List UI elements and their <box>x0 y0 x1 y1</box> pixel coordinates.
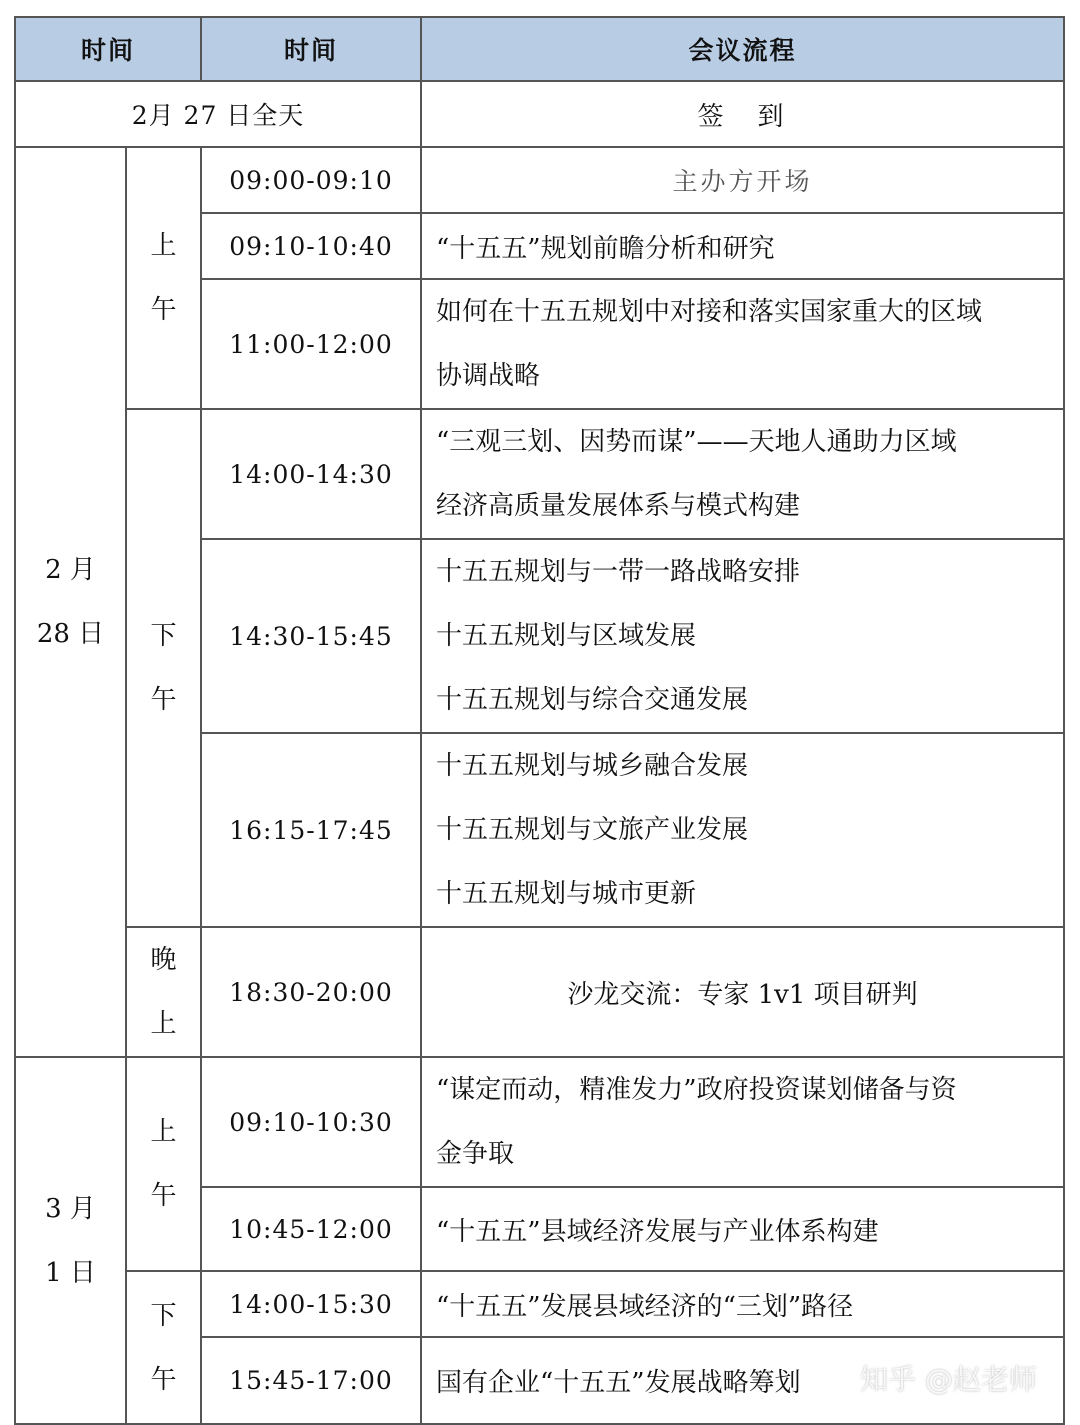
table-header-row <box>15 17 1064 81</box>
day2-morning-label: 上 午 <box>126 1057 201 1271</box>
session-title: 十五五规划与城乡融合发展 十五五规划与文旅产业发展 十五五规划与城市更新 <box>421 733 1064 927</box>
table-row <box>15 927 1064 1057</box>
session-title: “三观三划、因势而谋”——天地人通助力区域 经济高质量发展体系与模式构建 <box>421 409 1064 539</box>
day1-morning-label: 上 午 <box>126 147 201 409</box>
session-time: 14:30-15:45 <box>201 539 421 733</box>
day2-afternoon-label: 下 午 <box>126 1271 201 1424</box>
table-row <box>15 409 1064 539</box>
session-title: 主办方开场 <box>421 147 1064 213</box>
session-time: 16:15-17:45 <box>201 733 421 927</box>
day1-afternoon-label: 下 午 <box>126 409 201 927</box>
day1-evening-label: 晚 上 <box>126 927 201 1057</box>
table-row-checkin <box>15 81 1064 147</box>
session-time: 09:10-10:40 <box>201 213 421 279</box>
session-time: 10:45-12:00 <box>201 1187 421 1271</box>
table-row <box>15 1271 1064 1337</box>
session-time: 09:00-09:10 <box>201 147 421 213</box>
day2-date: 3 月 1 日 <box>15 1057 126 1424</box>
session-title: “谋定而动，精准发力”政府投资谋划储备与资 金争取 <box>421 1057 1064 1187</box>
session-time: 14:00-14:30 <box>201 409 421 539</box>
header-agenda: 会议流程 <box>421 17 1064 81</box>
header-date-period: 时间 <box>15 17 201 81</box>
session-time: 18:30-20:00 <box>201 927 421 1057</box>
session-title: “十五五”规划前瞻分析和研究 <box>421 213 1064 279</box>
checkin-agenda: 签 到 <box>421 81 1064 147</box>
session-title: 十五五规划与一带一路战略安排 十五五规划与区域发展 十五五规划与综合交通发展 <box>421 539 1064 733</box>
table-row <box>15 147 1064 213</box>
session-title: “十五五”县域经济发展与产业体系构建 <box>421 1187 1064 1271</box>
session-title: “十五五”发展县域经济的“三划”路径 <box>421 1271 1064 1337</box>
session-title: 如何在十五五规划中对接和落实国家重大的区域 协调战略 <box>421 279 1064 409</box>
watermark: 知乎 @赵老师 <box>860 1363 1037 1396</box>
session-title: 国有企业“十五五”发展战略筹划 <box>421 1337 1064 1424</box>
checkin-date: 2月 27 日全天 <box>15 81 421 147</box>
session-time: 09:10-10:30 <box>201 1057 421 1187</box>
day1-date: 2 月 28 日 <box>15 147 126 1057</box>
session-time: 11:00-12:00 <box>201 279 421 409</box>
session-time: 14:00-15:30 <box>201 1271 421 1337</box>
session-time: 15:45-17:00 <box>201 1337 421 1424</box>
agenda-table <box>14 16 1065 1425</box>
table-row <box>15 1057 1064 1187</box>
header-time: 时间 <box>201 17 421 81</box>
session-title: 沙龙交流：专家 1v1 项目研判 <box>421 927 1064 1057</box>
